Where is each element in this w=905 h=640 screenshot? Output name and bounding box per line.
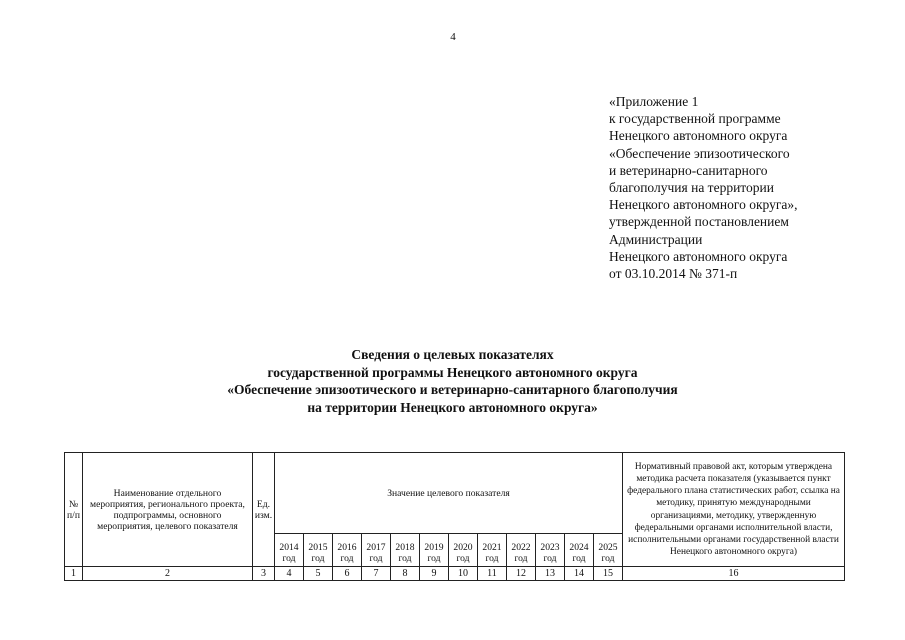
header-name: Наименование отдельного мероприятия, регионального проекта, подпрограммы, основного мероприятия, целевого показателя bbox=[83, 453, 253, 567]
column-number: 10 bbox=[449, 567, 478, 581]
title-line: Сведения о целевых показателях bbox=[351, 347, 554, 362]
column-number: 6 bbox=[333, 567, 362, 581]
year-cell: 2015 год bbox=[304, 534, 333, 567]
year-cell: 2022 год bbox=[507, 534, 536, 567]
column-number: 2 bbox=[83, 567, 253, 581]
header-normative-act: Нормативный правовой акт, которым утверждена методика расчета показателя (указывается пункт федерального плана статистических работ, ссылка на методику, принятую международными организациями, методику, утвержденную федеральными органами исполнительной власти, исполнительными органами государственной власти Ненецкого автономного округа) bbox=[623, 453, 845, 567]
appendix-line: Ненецкого автономного округа», bbox=[609, 197, 798, 213]
column-number: 14 bbox=[565, 567, 594, 581]
column-number: 13 bbox=[536, 567, 565, 581]
year-cell: 2020 год bbox=[449, 534, 478, 567]
title-line: «Обеспечение эпизоотического и ветеринарно-санитарного благополучия bbox=[227, 382, 678, 397]
appendix-line: благополучия на территории bbox=[609, 180, 774, 196]
column-number: 3 bbox=[253, 567, 275, 581]
year-cell: 2021 год bbox=[478, 534, 507, 567]
appendix-line: «Обеспечение эпизоотического bbox=[609, 145, 790, 161]
appendix-line: и ветеринарно-санитарного bbox=[609, 162, 768, 178]
header-target-value: Значение целевого показателя bbox=[275, 453, 623, 534]
column-number: 11 bbox=[478, 567, 507, 581]
appendix-line: Администрации bbox=[609, 231, 703, 247]
column-number: 15 bbox=[594, 567, 623, 581]
header-unit: Ед. изм. bbox=[253, 453, 275, 567]
indicators-table bbox=[64, 452, 845, 581]
year-cell: 2024 год bbox=[565, 534, 594, 567]
appendix-line: к государственной программе bbox=[609, 111, 781, 127]
year-cell: 2023 год bbox=[536, 534, 565, 567]
year-cell: 2016 год bbox=[333, 534, 362, 567]
header-number: № п/п bbox=[65, 453, 83, 567]
appendix-line: от 03.10.2014 № 371-п bbox=[609, 266, 738, 282]
title-line: государственной программы Ненецкого автономного округа bbox=[267, 364, 638, 380]
column-number: 7 bbox=[362, 567, 391, 581]
year-cell: 2025 год bbox=[594, 534, 623, 567]
document-title bbox=[100, 346, 805, 416]
column-number: 5 bbox=[304, 567, 333, 581]
column-number: 12 bbox=[507, 567, 536, 581]
page-number: 4 bbox=[450, 31, 456, 43]
appendix-block bbox=[609, 93, 889, 282]
column-number: 9 bbox=[420, 567, 449, 581]
column-number: 16 bbox=[623, 567, 845, 581]
year-cell: 2019 год bbox=[420, 534, 449, 567]
column-number: 1 bbox=[65, 567, 83, 581]
year-cell: 2018 год bbox=[391, 534, 420, 567]
column-number: 4 bbox=[275, 567, 304, 581]
year-cell: 2014 год bbox=[275, 534, 304, 567]
appendix-line: Ненецкого автономного округа bbox=[609, 248, 788, 264]
column-number: 8 bbox=[391, 567, 420, 581]
appendix-line: Ненецкого автономного округа bbox=[609, 128, 788, 144]
title-line: на территории Ненецкого автономного округа» bbox=[307, 399, 598, 415]
year-cell: 2017 год bbox=[362, 534, 391, 567]
appendix-line: «Приложение 1 bbox=[609, 94, 699, 109]
column-numbers-row bbox=[65, 567, 845, 581]
appendix-line: утвержденной постановлением bbox=[609, 214, 789, 230]
